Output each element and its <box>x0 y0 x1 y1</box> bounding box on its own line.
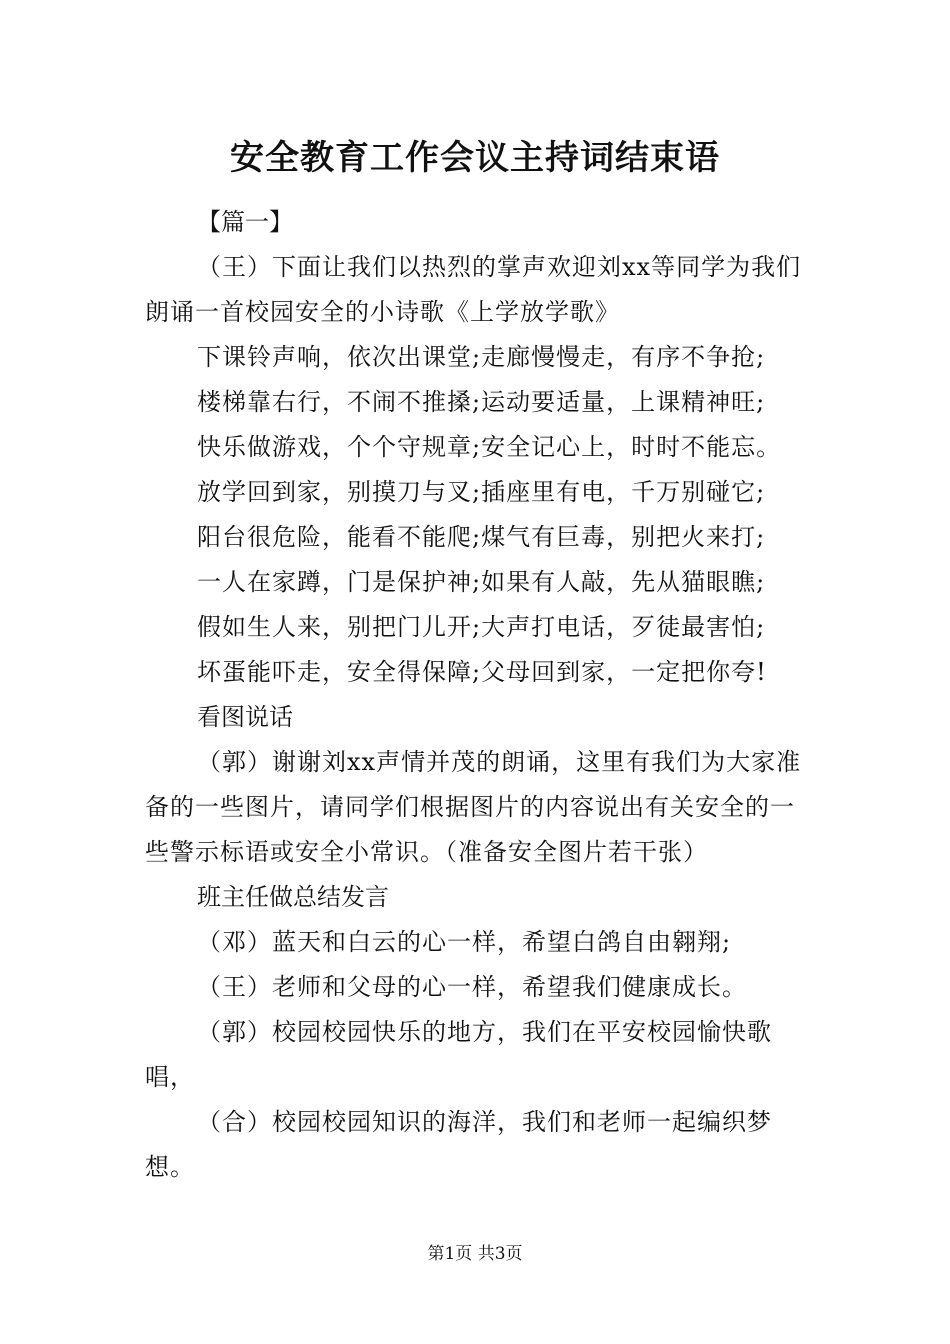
intro-paragraph: （王）下面让我们以热烈的掌声欢迎刘xx等同学为我们朗诵一首校园安全的小诗歌《上学放学歌》 <box>145 253 802 326</box>
poem-line: 一人在家蹲，门是保护神;如果有人敲，先从猫眼瞧; <box>197 568 766 596</box>
closing-line: （郭）校园校园快乐的地方，我们在平安校园愉快歌唱， <box>145 1018 772 1091</box>
poem-line: 假如生人来，别把门儿开;大声打电话，歹徒最害怕; <box>197 613 766 641</box>
poem-block <box>145 335 807 695</box>
poem-line: 阳台很危险，能看不能爬;煤气有巨毒，别把火来打; <box>197 523 766 551</box>
section-summary: 班主任做总结发言 <box>197 883 389 911</box>
document-title: 安全教育工作会议主持词结束语 <box>230 138 720 178</box>
poem-line: 楼梯靠右行，不闹不推搡;运动要适量，上课精神旺; <box>197 388 766 416</box>
closing-line: （合）校园校园知识的海洋，我们和老师一起编织梦想。 <box>145 1108 772 1181</box>
guo-paragraph: （郭）谢谢刘xx声情并茂的朗诵，这里有我们为大家准备的一些图片，请同学们根据图片的内容说出有关安全的一些警示标语或安全小常识。（准备安全图片若干张） <box>145 748 802 866</box>
poem-line: 下课铃声响，依次出课堂;走廊慢慢走，有序不争抢; <box>197 343 766 371</box>
section-heading: 【篇一】 <box>197 208 293 236</box>
closing-line: （王）老师和父母的心一样，希望我们健康成长。 <box>197 973 747 1001</box>
document-body <box>145 200 807 1190</box>
poem-line: 放学回到家，别摸刀与叉;插座里有电，千万别碰它; <box>197 478 766 506</box>
section-look-talk: 看图说话 <box>197 703 293 731</box>
closing-line: （邓）蓝天和白云的心一样，希望白鸽自由翱翔; <box>197 928 732 956</box>
poem-line: 坏蛋能吓走，安全得保障;父母回到家，一定把你夸! <box>197 658 767 686</box>
poem-line: 快乐做游戏，个个守规章;安全记心上，时时不能忘。 <box>197 433 782 461</box>
page-footer: 第1页 共3页 <box>427 1244 523 1264</box>
